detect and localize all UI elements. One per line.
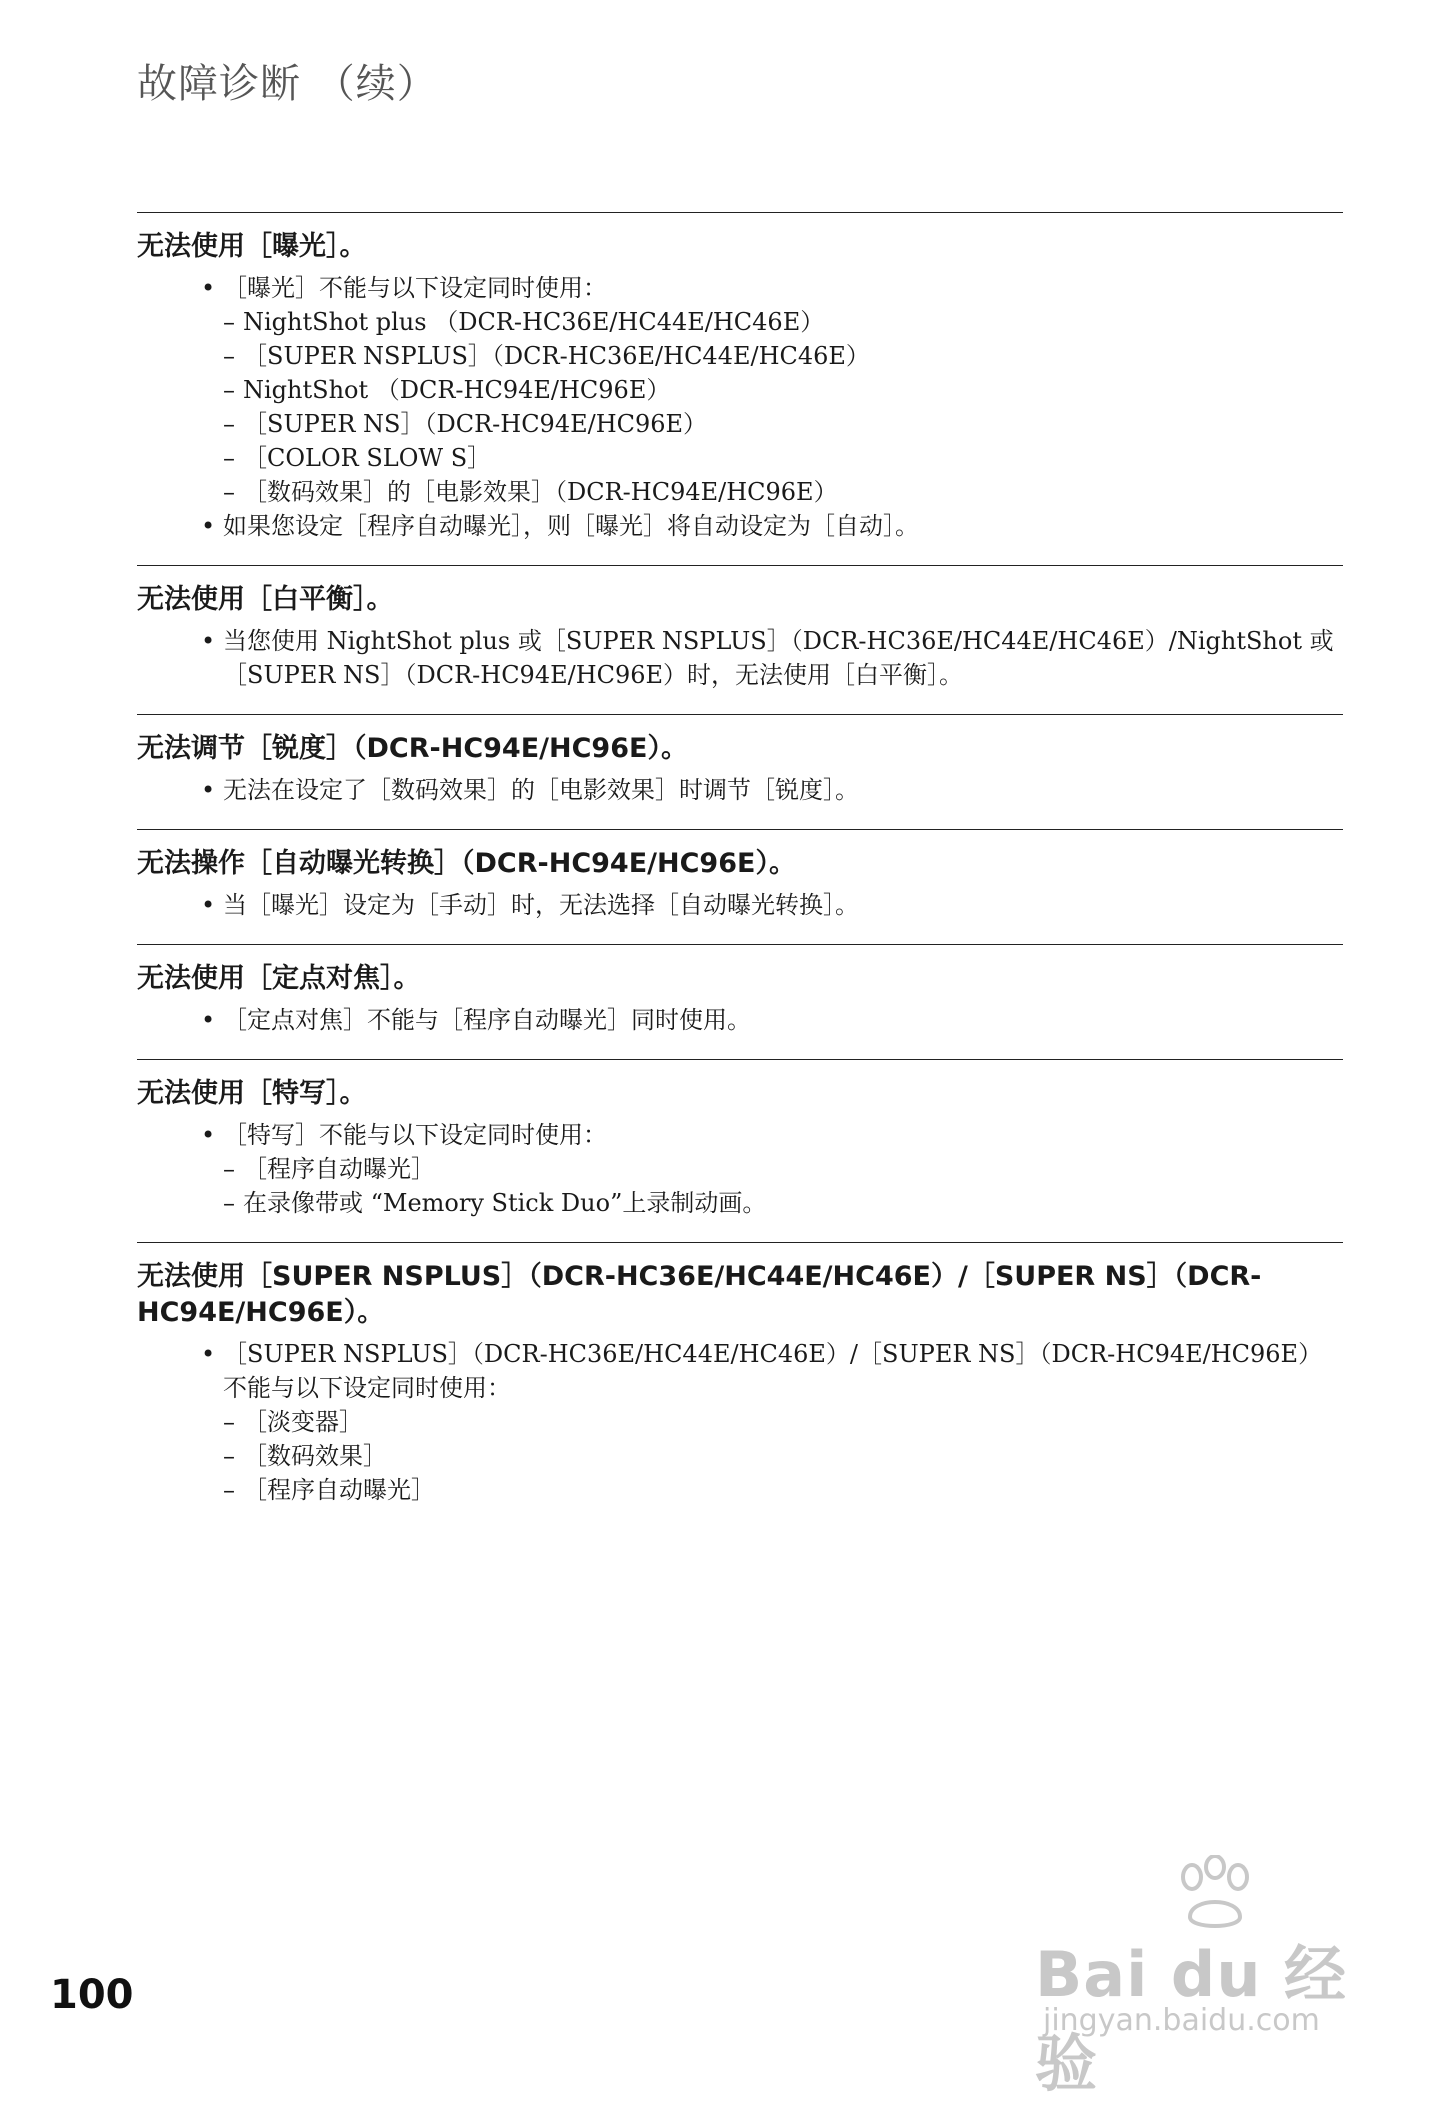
sub-item-text: ［SUPER NS］（DCR-HC94E/HC96E） [243, 410, 708, 438]
dash-icon: – [223, 308, 235, 336]
bullet-icon: • [201, 627, 216, 655]
bullet-item [137, 773, 1343, 807]
sub-item-text: ［程序自动曝光］ [243, 1155, 435, 1183]
sub-item-text: NightShot （DCR-HC94E/HC96E） [243, 376, 671, 404]
bullet-item [137, 1337, 1343, 1405]
bullet-text: ［SUPER NSPLUS］（DCR-HC36E/HC44E/HC46E）/［SUPER NS］（DCR-HC94E/HC96E）不能与以下设定同时使用： [223, 1340, 1323, 1402]
baidu-watermark [1035, 1855, 1365, 2100]
sub-item [137, 373, 1343, 407]
bullet-icon: • [201, 1121, 216, 1149]
sub-item [137, 1405, 1343, 1439]
section-heading: 无法使用［曝光］。 [137, 231, 367, 262]
bullet-item [137, 1003, 1343, 1037]
sub-item-text: ［数码效果］的［电影效果］（DCR-HC94E/HC96E） [243, 478, 838, 506]
page-title: 故障诊断 （续） [137, 61, 438, 107]
paw-icon [1170, 1855, 1260, 1935]
dash-icon: – [223, 1442, 235, 1470]
section-super-ns [137, 1242, 1343, 1529]
sub-item-text: 在录像带或 “Memory Stick Duo”上录制动画。 [243, 1189, 767, 1217]
bullet-text: 当您使用 NightShot plus 或［SUPER NSPLUS］（DCR-HC36E/HC44E/HC46E）/NightShot 或［SUPER NS］（DCR-HC94E/HC96E）时，无法使用［白平衡］。 [223, 627, 1334, 689]
bullet-item [137, 271, 1343, 305]
bullet-icon: • [201, 274, 216, 302]
dash-icon: – [223, 1476, 235, 1504]
bullet-text: ［曝光］不能与以下设定同时使用： [223, 274, 607, 302]
sub-item [137, 1473, 1343, 1507]
section-tele-macro [137, 1059, 1343, 1242]
bullet-icon: • [201, 1006, 216, 1034]
dash-icon: – [223, 444, 235, 472]
section-heading: 无法操作［自动曝光转换］（DCR-HC94E/HC96E）。 [137, 848, 796, 879]
sub-item [137, 441, 1343, 475]
bullet-text: 无法在设定了［数码效果］的［电影效果］时调节［锐度］。 [223, 776, 859, 804]
sub-item-text: ［SUPER NSPLUS］（DCR-HC36E/HC44E/HC46E） [243, 342, 870, 370]
section-spot-focus [137, 944, 1343, 1059]
section-heading: 无法使用［SUPER NSPLUS］（DCR-HC36E/HC44E/HC46E）/［SUPER NS］（DCR-HC94E/HC96E）。 [137, 1261, 1262, 1328]
sub-item-text: ［程序自动曝光］ [243, 1476, 435, 1504]
dash-icon: – [223, 342, 235, 370]
page-number: 100 [50, 1972, 134, 2018]
section-white-balance [137, 565, 1343, 714]
section-heading: 无法使用［定点对焦］。 [137, 963, 421, 994]
sub-item [137, 1186, 1343, 1220]
dash-icon: – [223, 1189, 235, 1217]
bullet-item [137, 624, 1343, 692]
dash-icon: – [223, 1408, 235, 1436]
section-heading: 无法使用［白平衡］。 [137, 584, 394, 615]
section-sharpness [137, 714, 1343, 829]
sub-item [137, 1439, 1343, 1473]
troubleshooting-list [137, 212, 1343, 1529]
sub-item [137, 1152, 1343, 1186]
bullet-icon: • [201, 776, 216, 804]
sub-item-text: ［淡变器］ [243, 1408, 363, 1436]
dash-icon: – [223, 1155, 235, 1183]
sub-item-text: ［COLOR SLOW S］ [243, 444, 492, 472]
sub-item-text: NightShot plus （DCR-HC36E/HC44E/HC46E） [243, 308, 825, 336]
dash-icon: – [223, 478, 235, 506]
sub-item [137, 305, 1343, 339]
sub-item [137, 475, 1343, 509]
bullet-icon: • [201, 512, 216, 540]
bullet-item [137, 888, 1343, 922]
sub-item [137, 407, 1343, 441]
section-heading: 无法调节［锐度］（DCR-HC94E/HC96E）。 [137, 733, 688, 764]
section-ae-shift [137, 829, 1343, 944]
bullet-icon: • [201, 891, 216, 919]
bullet-icon: • [201, 1340, 216, 1368]
bullet-text: 如果您设定［程序自动曝光］，则［曝光］将自动设定为［自动］。 [223, 512, 919, 540]
dash-icon: – [223, 376, 235, 404]
bullet-text: 当［曝光］设定为［手动］时，无法选择［自动曝光转换］。 [223, 891, 859, 919]
dash-icon: – [223, 410, 235, 438]
bullet-item [137, 1118, 1343, 1152]
watermark-url: jingyan.baidu.com [1043, 2003, 1320, 2038]
bullet-text: ［特写］不能与以下设定同时使用： [223, 1121, 607, 1149]
section-exposure [137, 212, 1343, 565]
bullet-item [137, 509, 1343, 543]
sub-item-text: ［数码效果］ [243, 1442, 387, 1470]
watermark-brand: Bai du 经验 [1035, 1938, 1348, 2100]
bullet-text: ［定点对焦］不能与［程序自动曝光］同时使用。 [223, 1006, 751, 1034]
section-heading: 无法使用［特写］。 [137, 1078, 367, 1109]
sub-item [137, 339, 1343, 373]
